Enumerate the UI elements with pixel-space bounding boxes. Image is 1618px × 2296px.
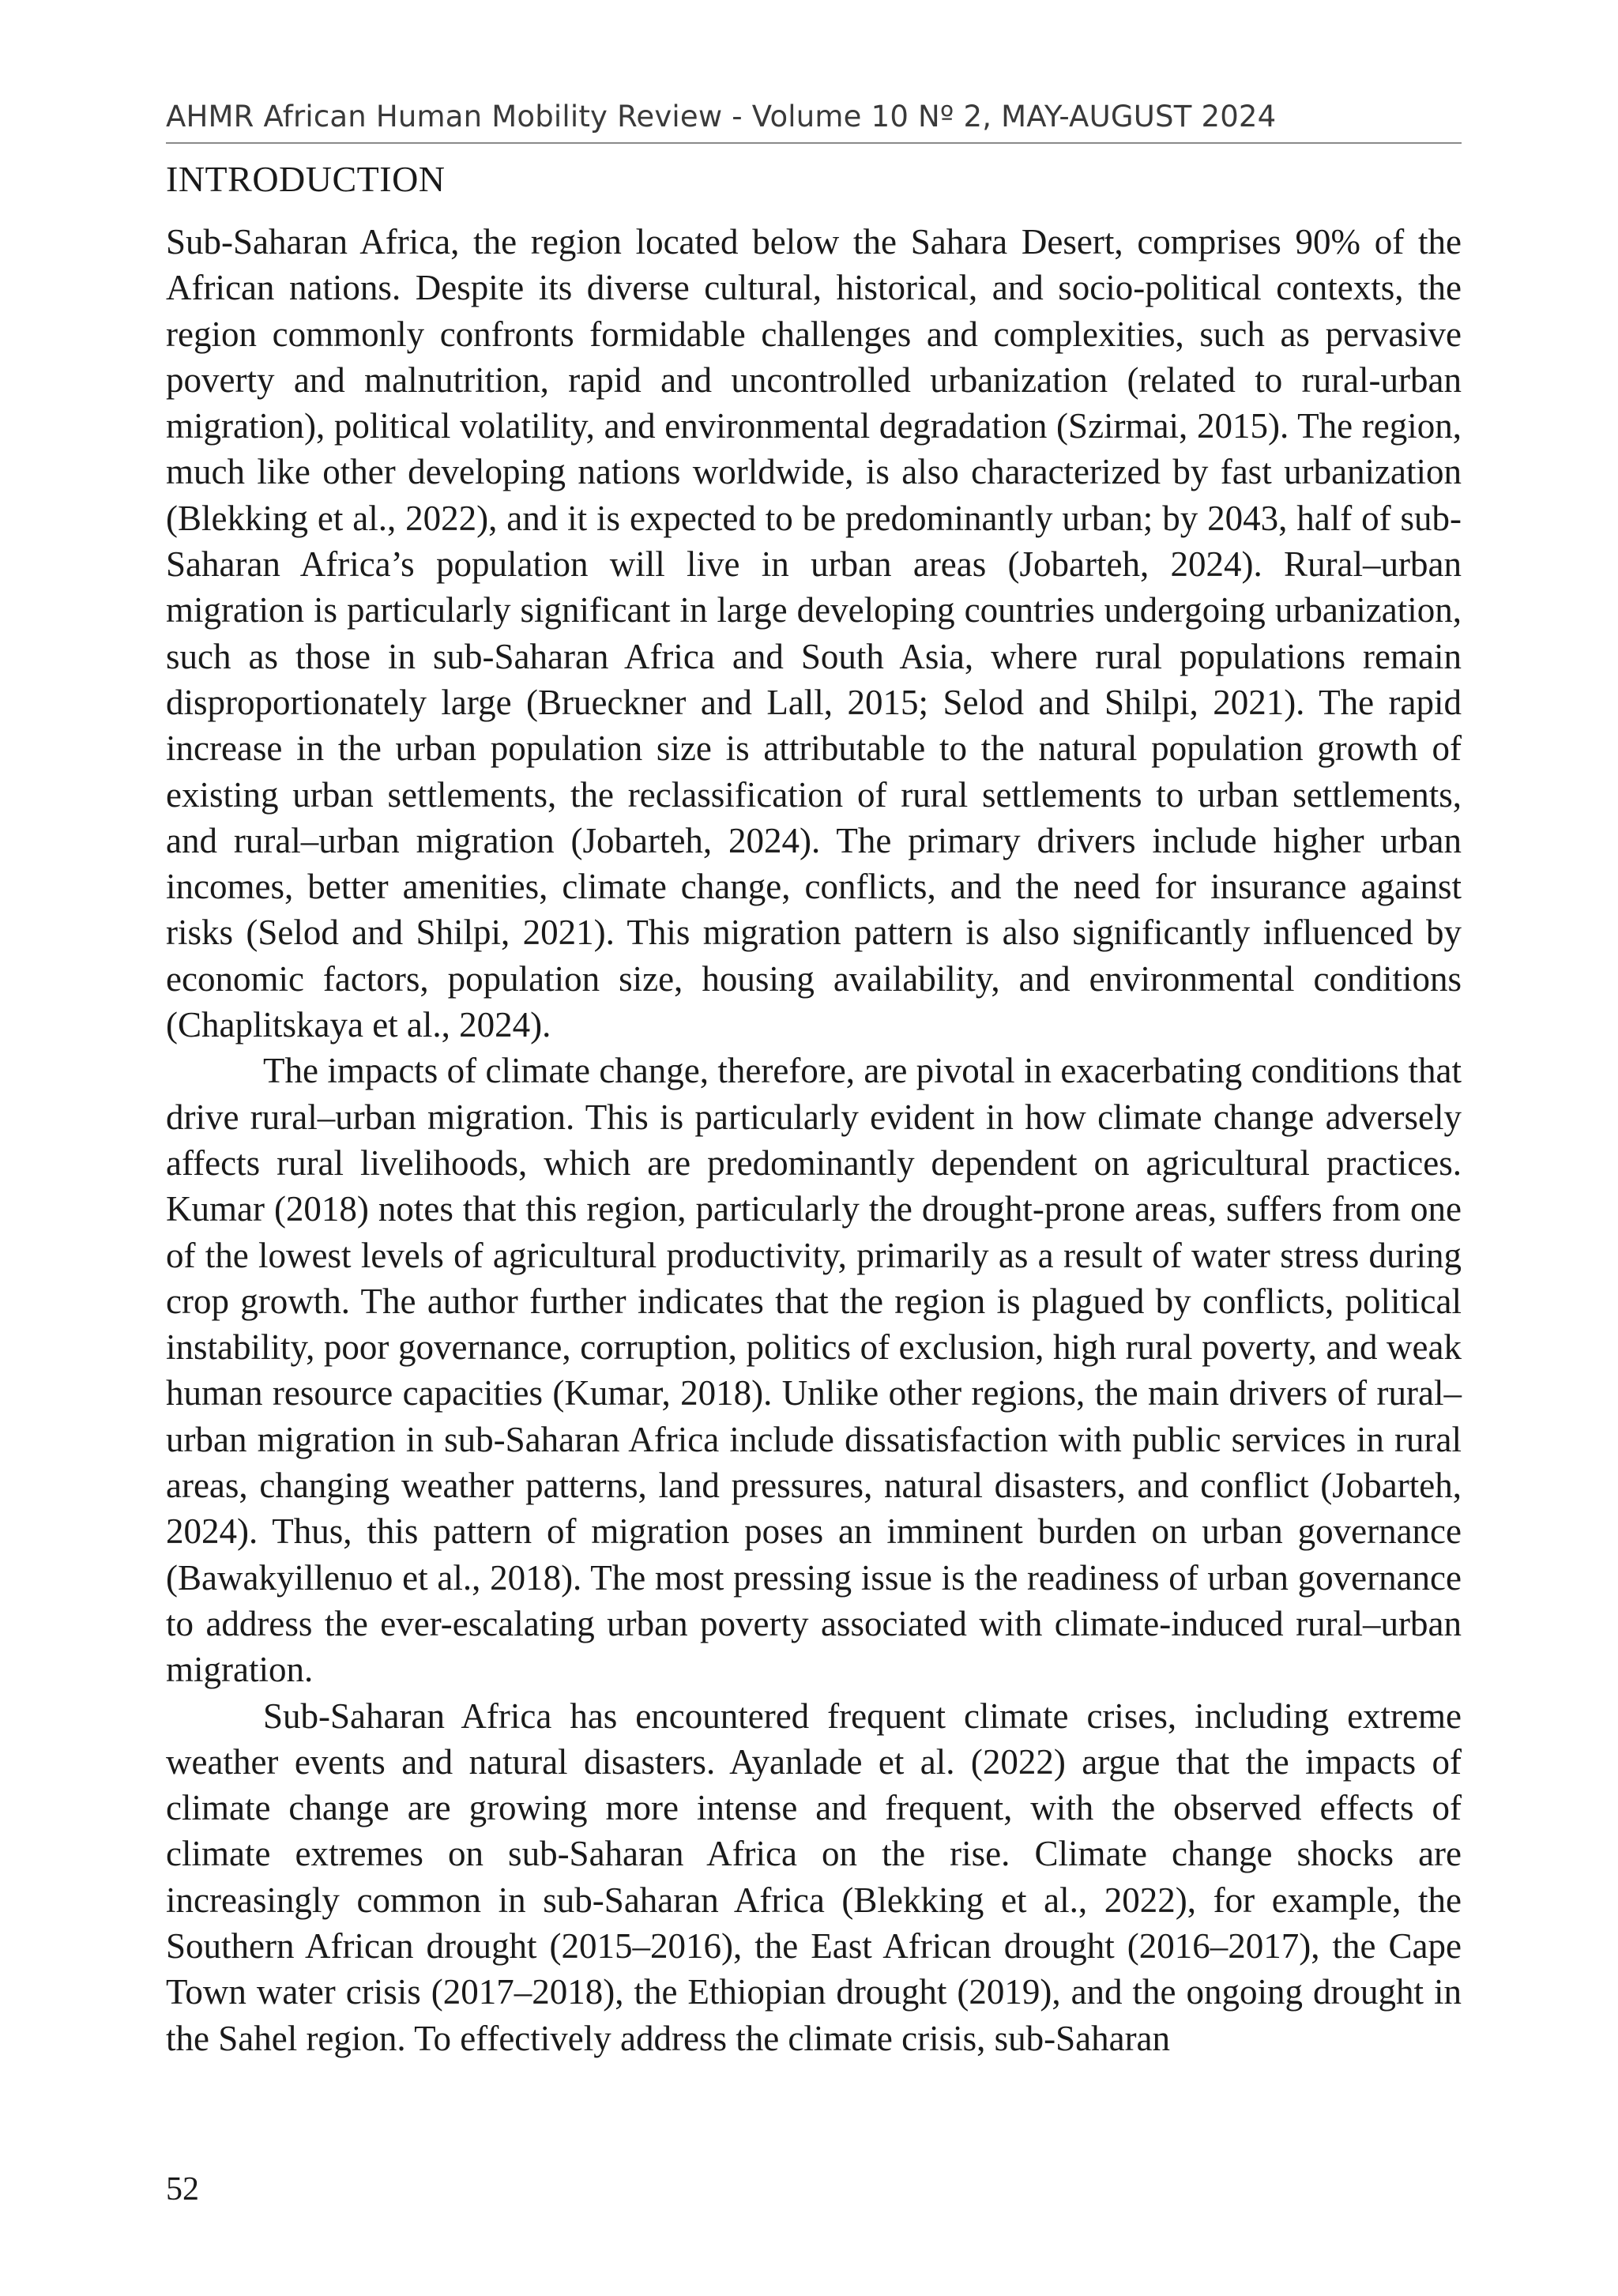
page-number: 52 [166, 2171, 199, 2208]
running-header: AHMR African Human Mobility Review - Volume 10 Nº 2, MAY-AUGUST 2024 [166, 100, 1277, 134]
article-body [166, 156, 1462, 2061]
section-heading: INTRODUCTION [166, 159, 446, 199]
header-divider [166, 142, 1462, 144]
paragraph-2: The impacts of climate change, therefore, are pivotal in exacerbating conditions that drive rural–urban migration. This is particularly evident in how climate change adversely affects rural livelihoods, which are predominantly dependent on agricultural practices. Kumar (2018) notes that this region, particularly the drought-prone areas, suffers from one of the lowest levels of agricultural productivity, primarily as a result of water stress during crop growth. The author further indicates that the region is plagued by conflicts, political instability, poor governance, corruption, politics of exclusion, high rural poverty, and weak human resource capacities (Kumar, 2018). Unlike other regions, the main drivers of rural–urban migration in sub-Saharan Africa include dissatisfaction with public services in rural areas, changing weather patterns, land pressures, natural disasters, and conflict (Jobarteh, 2024). Thus, this pattern of migration poses an imminent burden on urban governance (Bawakyillenuo et al., 2018). The most pressing issue is the readiness of urban governance to address the ever-escalating urban poverty associated with climate-induced rural–urban migration. [166, 1051, 1462, 1690]
paragraph-3: Sub-Saharan Africa has encountered frequent climate crises, including extreme weather events and natural disasters. Ayanlade et al. (2022) argue that the impacts of climate change are growing more intense and frequent, with the observed effects of climate extremes on sub-Saharan Africa on the rise. Climate change shocks are increasingly common in sub-Saharan Africa (Blekking et al., 2022), for example, the Southern African drought (2015–2016), the East African drought (2016–2017), the Cape Town water crisis (2017–2018), the Ethiopian drought (2019), and the ongoing drought in the Sahel region. To effectively address the climate crisis, sub-Saharan [166, 1696, 1462, 2058]
paragraph-1: Sub-Saharan Africa, the region located below the Sahara Desert, comprises 90% of the African nations. Despite its diverse cultural, historical, and socio-political contexts, the region commonly confronts formidable challenges and complexities, such as pervasive poverty and malnutrition, rapid and uncontrolled urbanization (related to rural-urban migration), political volatility, and environmental degradation (Szirmai, 2015). The region, much like other developing nations worldwide, is also characterized by fast urbanization (Blekking et al., 2022), and it is expected to be predominantly urban; by 2043, half of sub-Saharan Africa’s population will live in urban areas (Jobarteh, 2024). Rural–urban migration is particularly significant in large developing countries undergoing urbanization, such as those in sub-Saharan Africa and South Asia, where rural populations remain disproportionately large (Brueckner and Lall, 2015; Selod and Shilpi, 2021). The rapid increase in the urban population size is attributable to the natural population growth of existing urban settlements, the reclassification of rural settlements to urban settlements, and rural–urban migration (Jobarteh, 2024). The primary drivers include higher urban incomes, better amenities, climate change, conflicts, and the need for insurance against risks (Selod and Shilpi, 2021). This migration pattern is also significantly influenced by economic factors, population size, housing availability, and environmental conditions (Chaplitskaya et al., 2024). [166, 222, 1462, 1045]
